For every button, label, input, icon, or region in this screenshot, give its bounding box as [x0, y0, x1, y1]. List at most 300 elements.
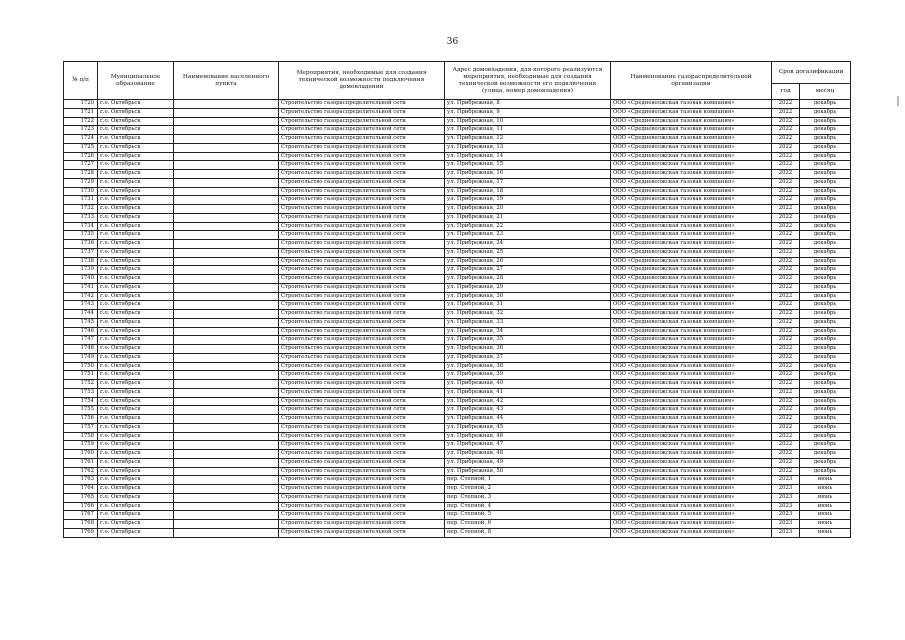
- row-address: ул. Прибрежная, 38: [445, 362, 611, 371]
- row-measure: Строительство газораспределительной сети: [279, 397, 445, 406]
- row-month: декабрь: [800, 170, 851, 179]
- row-month: декабрь: [800, 161, 851, 170]
- row-month: декабрь: [800, 432, 851, 441]
- row-municipality: г.о. Октябрьск: [98, 301, 174, 310]
- row-municipality: г.о. Октябрьск: [98, 467, 174, 476]
- table-header: [64, 62, 851, 100]
- row-settlement: [174, 178, 279, 187]
- row-month: июнь: [800, 528, 851, 537]
- row-num: 1740: [64, 275, 98, 284]
- table-row: [64, 493, 851, 502]
- row-num: 1730: [64, 187, 98, 196]
- row-measure: Строительство газораспределительной сети: [279, 231, 445, 240]
- row-month: декабрь: [800, 135, 851, 144]
- row-month: декабрь: [800, 108, 851, 117]
- table-row: [64, 240, 851, 249]
- row-municipality: г.о. Октябрьск: [98, 327, 174, 336]
- row-month: декабрь: [800, 318, 851, 327]
- row-month: декабрь: [800, 126, 851, 135]
- row-measure: Строительство газораспределительной сети: [279, 511, 445, 520]
- row-address: ул. Прибрежная, 29: [445, 283, 611, 292]
- row-address: ул. Прибрежная, 35: [445, 336, 611, 345]
- row-address: ул. Прибрежная, 17: [445, 178, 611, 187]
- row-settlement: [174, 371, 279, 380]
- row-num: 1728: [64, 170, 98, 179]
- row-month: декабрь: [800, 441, 851, 450]
- row-settlement: [174, 310, 279, 319]
- row-settlement: [174, 126, 279, 135]
- row-address: ул. Прибрежная, 46: [445, 432, 611, 441]
- row-month: декабрь: [800, 117, 851, 126]
- row-municipality: г.о. Октябрьск: [98, 152, 174, 161]
- row-municipality: г.о. Октябрьск: [98, 441, 174, 450]
- row-organization: ООО «Средневолжская газовая компания»: [611, 415, 772, 424]
- row-settlement: [174, 432, 279, 441]
- row-measure: Строительство газораспределительной сети: [279, 170, 445, 179]
- row-organization: ООО «Средневолжская газовая компания»: [611, 257, 772, 266]
- row-settlement: [174, 257, 279, 266]
- row-settlement: [174, 476, 279, 485]
- row-address: ул. Прибрежная, 48: [445, 450, 611, 459]
- table-row: [64, 222, 851, 231]
- row-settlement: [174, 511, 279, 520]
- row-municipality: г.о. Октябрьск: [98, 187, 174, 196]
- row-measure: Строительство газораспределительной сети: [279, 275, 445, 284]
- row-municipality: г.о. Октябрьск: [98, 318, 174, 327]
- row-address: пер. Степной, 2: [445, 485, 611, 494]
- row-organization: ООО «Средневолжская газовая компания»: [611, 170, 772, 179]
- row-measure: Строительство газораспределительной сети: [279, 135, 445, 144]
- row-measure: Строительство газораспределительной сети: [279, 301, 445, 310]
- row-month: декабрь: [800, 423, 851, 432]
- row-address: ул. Прибрежная, 36: [445, 345, 611, 354]
- row-address: ул. Прибрежная, 47: [445, 441, 611, 450]
- row-municipality: г.о. Октябрьск: [98, 485, 174, 494]
- row-year: 2023: [772, 476, 800, 485]
- row-month: июнь: [800, 511, 851, 520]
- row-address: ул. Прибрежная, 49: [445, 458, 611, 467]
- row-organization: ООО «Средневолжская газовая компания»: [611, 485, 772, 494]
- row-year: 2022: [772, 248, 800, 257]
- row-settlement: [174, 135, 279, 144]
- row-organization: ООО «Средневолжская газовая компания»: [611, 397, 772, 406]
- table-row: [64, 450, 851, 459]
- row-year: 2022: [772, 100, 800, 109]
- row-measure: Строительство газораспределительной сети: [279, 345, 445, 354]
- row-num: 1721: [64, 108, 98, 117]
- row-measure: Строительство газораспределительной сети: [279, 100, 445, 109]
- row-year: 2022: [772, 231, 800, 240]
- row-measure: Строительство газораспределительной сети: [279, 283, 445, 292]
- row-year: 2022: [772, 283, 800, 292]
- row-address: ул. Прибрежная, 30: [445, 292, 611, 301]
- row-municipality: г.о. Октябрьск: [98, 493, 174, 502]
- row-organization: ООО «Средневолжская газовая компания»: [611, 432, 772, 441]
- table-row: [64, 528, 851, 537]
- row-organization: ООО «Средневолжская газовая компания»: [611, 353, 772, 362]
- row-measure: Строительство газораспределительной сети: [279, 380, 445, 389]
- row-settlement: [174, 397, 279, 406]
- row-year: 2023: [772, 485, 800, 494]
- row-year: 2023: [772, 528, 800, 537]
- row-municipality: г.о. Октябрьск: [98, 213, 174, 222]
- row-organization: ООО «Средневолжская газовая компания»: [611, 458, 772, 467]
- row-year: 2022: [772, 178, 800, 187]
- row-month: декабрь: [800, 336, 851, 345]
- row-num: 1743: [64, 301, 98, 310]
- table-row: [64, 458, 851, 467]
- row-num: 1744: [64, 310, 98, 319]
- row-year: 2022: [772, 441, 800, 450]
- row-year: 2022: [772, 126, 800, 135]
- row-num: 1735: [64, 231, 98, 240]
- row-measure: Строительство газораспределительной сети: [279, 353, 445, 362]
- row-address: ул. Прибрежная, 43: [445, 406, 611, 415]
- row-month: декабрь: [800, 248, 851, 257]
- row-num: 1769: [64, 528, 98, 537]
- row-measure: Строительство газораспределительной сети: [279, 467, 445, 476]
- row-settlement: [174, 362, 279, 371]
- row-address: ул. Прибрежная, 32: [445, 310, 611, 319]
- table-row: [64, 353, 851, 362]
- row-month: июнь: [800, 485, 851, 494]
- row-measure: Строительство газораспределительной сети: [279, 362, 445, 371]
- row-year: 2022: [772, 345, 800, 354]
- row-settlement: [174, 450, 279, 459]
- row-num: 1757: [64, 423, 98, 432]
- table-body: [64, 100, 851, 538]
- row-year: 2022: [772, 397, 800, 406]
- table-row: [64, 511, 851, 520]
- table-row: [64, 441, 851, 450]
- row-measure: Строительство газораспределительной сети: [279, 196, 445, 205]
- row-organization: ООО «Средневолжская газовая компания»: [611, 380, 772, 389]
- row-organization: ООО «Средневолжская газовая компания»: [611, 406, 772, 415]
- row-organization: ООО «Средневолжская газовая компания»: [611, 126, 772, 135]
- row-num: 1737: [64, 248, 98, 257]
- row-settlement: [174, 143, 279, 152]
- header-measures: Мероприятия, необходимые для создания технической возможности подключения домовладений: [279, 62, 445, 100]
- row-year: 2022: [772, 161, 800, 170]
- row-num: 1738: [64, 257, 98, 266]
- row-address: пер. Степной, 5: [445, 511, 611, 520]
- row-municipality: г.о. Октябрьск: [98, 126, 174, 135]
- row-year: 2022: [772, 266, 800, 275]
- row-settlement: [174, 388, 279, 397]
- row-organization: ООО «Средневолжская газовая компания»: [611, 117, 772, 126]
- row-settlement: [174, 441, 279, 450]
- row-municipality: г.о. Октябрьск: [98, 371, 174, 380]
- row-year: 2022: [772, 458, 800, 467]
- row-settlement: [174, 152, 279, 161]
- row-num: 1720: [64, 100, 98, 109]
- row-num: 1726: [64, 152, 98, 161]
- row-year: 2022: [772, 205, 800, 214]
- row-num: 1754: [64, 397, 98, 406]
- table-row: [64, 327, 851, 336]
- row-year: 2022: [772, 187, 800, 196]
- row-month: декабрь: [800, 196, 851, 205]
- row-year: 2022: [772, 170, 800, 179]
- row-num: 1761: [64, 458, 98, 467]
- row-month: декабрь: [800, 345, 851, 354]
- row-organization: ООО «Средневолжская газовая компания»: [611, 152, 772, 161]
- row-organization: ООО «Средневолжская газовая компания»: [611, 205, 772, 214]
- row-year: 2022: [772, 432, 800, 441]
- row-month: декабрь: [800, 213, 851, 222]
- row-municipality: г.о. Октябрьск: [98, 257, 174, 266]
- table-row: [64, 336, 851, 345]
- table-row: [64, 432, 851, 441]
- row-address: ул. Прибрежная, 15: [445, 161, 611, 170]
- row-municipality: г.о. Октябрьск: [98, 502, 174, 511]
- row-organization: ООО «Средневолжская газовая компания»: [611, 450, 772, 459]
- gasification-table: [63, 61, 851, 538]
- row-measure: Строительство газораспределительной сети: [279, 213, 445, 222]
- row-address: ул. Прибрежная, 16: [445, 170, 611, 179]
- row-year: 2023: [772, 493, 800, 502]
- row-measure: Строительство газораспределительной сети: [279, 432, 445, 441]
- table-row: [64, 257, 851, 266]
- row-month: декабрь: [800, 257, 851, 266]
- table-row: [64, 205, 851, 214]
- row-year: 2022: [772, 196, 800, 205]
- row-num: 1758: [64, 432, 98, 441]
- row-measure: Строительство газораспределительной сети: [279, 187, 445, 196]
- row-organization: ООО «Средневолжская газовая компания»: [611, 336, 772, 345]
- row-measure: Строительство газораспределительной сети: [279, 502, 445, 511]
- row-address: ул. Прибрежная, 11: [445, 126, 611, 135]
- row-settlement: [174, 406, 279, 415]
- row-settlement: [174, 283, 279, 292]
- row-num: 1760: [64, 450, 98, 459]
- row-organization: ООО «Средневолжская газовая компания»: [611, 493, 772, 502]
- row-num: 1765: [64, 493, 98, 502]
- table-row: [64, 485, 851, 494]
- row-organization: ООО «Средневолжская газовая компания»: [611, 371, 772, 380]
- row-municipality: г.о. Октябрьск: [98, 196, 174, 205]
- row-settlement: [174, 240, 279, 249]
- row-address: ул. Прибрежная, 40: [445, 380, 611, 389]
- row-municipality: г.о. Октябрьск: [98, 511, 174, 520]
- row-month: декабрь: [800, 327, 851, 336]
- row-settlement: [174, 467, 279, 476]
- row-year: 2023: [772, 502, 800, 511]
- row-measure: Строительство газораспределительной сети: [279, 388, 445, 397]
- row-year: 2022: [772, 318, 800, 327]
- table-row: [64, 100, 851, 109]
- row-municipality: г.о. Октябрьск: [98, 423, 174, 432]
- row-settlement: [174, 248, 279, 257]
- row-settlement: [174, 187, 279, 196]
- row-month: декабрь: [800, 240, 851, 249]
- row-settlement: [174, 222, 279, 231]
- row-measure: Строительство газораспределительной сети: [279, 458, 445, 467]
- row-organization: ООО «Средневолжская газовая компания»: [611, 178, 772, 187]
- row-organization: ООО «Средневолжская газовая компания»: [611, 388, 772, 397]
- table-row: [64, 248, 851, 257]
- row-address: пер. Степной, 6: [445, 520, 611, 529]
- row-num: 1731: [64, 196, 98, 205]
- row-address: ул. Прибрежная, 9: [445, 108, 611, 117]
- row-settlement: [174, 336, 279, 345]
- table-row: [64, 362, 851, 371]
- row-num: 1764: [64, 485, 98, 494]
- row-municipality: г.о. Октябрьск: [98, 345, 174, 354]
- table-row: [64, 213, 851, 222]
- row-municipality: г.о. Октябрьск: [98, 108, 174, 117]
- row-measure: Строительство газораспределительной сети: [279, 441, 445, 450]
- row-municipality: г.о. Октябрьск: [98, 117, 174, 126]
- table-row: [64, 380, 851, 389]
- row-year: 2022: [772, 143, 800, 152]
- row-measure: Строительство газораспределительной сети: [279, 493, 445, 502]
- row-address: ул. Прибрежная, 45: [445, 423, 611, 432]
- table-row: [64, 135, 851, 144]
- row-measure: Строительство газораспределительной сети: [279, 318, 445, 327]
- row-month: июнь: [800, 493, 851, 502]
- header-num: № п/п: [64, 62, 98, 100]
- row-month: декабрь: [800, 397, 851, 406]
- row-measure: Строительство газораспределительной сети: [279, 161, 445, 170]
- row-num: 1762: [64, 467, 98, 476]
- row-municipality: г.о. Октябрьск: [98, 248, 174, 257]
- row-municipality: г.о. Октябрьск: [98, 415, 174, 424]
- table-row: [64, 292, 851, 301]
- table-row: [64, 266, 851, 275]
- row-settlement: [174, 318, 279, 327]
- row-measure: Строительство газораспределительной сети: [279, 152, 445, 161]
- row-month: декабрь: [800, 371, 851, 380]
- row-address: ул. Прибрежная, 22: [445, 222, 611, 231]
- row-organization: ООО «Средневолжская газовая компания»: [611, 301, 772, 310]
- row-municipality: г.о. Октябрьск: [98, 476, 174, 485]
- table-row: [64, 345, 851, 354]
- row-measure: Строительство газораспределительной сети: [279, 310, 445, 319]
- row-num: 1745: [64, 318, 98, 327]
- row-municipality: г.о. Октябрьск: [98, 336, 174, 345]
- row-address: ул. Прибрежная, 24: [445, 240, 611, 249]
- row-organization: ООО «Средневолжская газовая компания»: [611, 362, 772, 371]
- row-municipality: г.о. Октябрьск: [98, 143, 174, 152]
- row-month: декабрь: [800, 380, 851, 389]
- row-measure: Строительство газораспределительной сети: [279, 126, 445, 135]
- row-organization: ООО «Средневолжская газовая компания»: [611, 467, 772, 476]
- table-row: [64, 467, 851, 476]
- header-address: Адрес домовладения, для которого реализуются мероприятия, необходимые для создания технической возможности его подключения (улица, номер домовладения): [445, 62, 611, 100]
- row-address: ул. Прибрежная, 19: [445, 196, 611, 205]
- row-year: 2022: [772, 301, 800, 310]
- row-num: 1736: [64, 240, 98, 249]
- row-municipality: г.о. Октябрьск: [98, 283, 174, 292]
- table-row: [64, 283, 851, 292]
- row-organization: ООО «Средневолжская газовая компания»: [611, 327, 772, 336]
- row-year: 2022: [772, 406, 800, 415]
- row-organization: ООО «Средневолжская газовая компания»: [611, 310, 772, 319]
- row-measure: Строительство газораспределительной сети: [279, 476, 445, 485]
- row-year: 2022: [772, 108, 800, 117]
- row-organization: ООО «Средневолжская газовая компания»: [611, 248, 772, 257]
- row-municipality: г.о. Октябрьск: [98, 231, 174, 240]
- row-year: 2022: [772, 257, 800, 266]
- row-address: ул. Прибрежная, 8: [445, 100, 611, 109]
- row-settlement: [174, 161, 279, 170]
- row-month: декабрь: [800, 292, 851, 301]
- row-address: ул. Прибрежная, 44: [445, 415, 611, 424]
- row-num: 1746: [64, 327, 98, 336]
- row-settlement: [174, 292, 279, 301]
- row-month: декабрь: [800, 266, 851, 275]
- row-organization: ООО «Средневолжская газовая компания»: [611, 520, 772, 529]
- row-organization: ООО «Средневолжская газовая компания»: [611, 213, 772, 222]
- row-settlement: [174, 423, 279, 432]
- row-address: ул. Прибрежная, 18: [445, 187, 611, 196]
- row-organization: ООО «Средневолжская газовая компания»: [611, 100, 772, 109]
- table-row: [64, 301, 851, 310]
- row-address: ул. Прибрежная, 20: [445, 205, 611, 214]
- row-settlement: [174, 528, 279, 537]
- row-num: 1733: [64, 213, 98, 222]
- row-address: пер. Степной, 8: [445, 528, 611, 537]
- table-row: [64, 476, 851, 485]
- row-settlement: [174, 485, 279, 494]
- row-num: 1766: [64, 502, 98, 511]
- row-settlement: [174, 196, 279, 205]
- row-municipality: г.о. Октябрьск: [98, 520, 174, 529]
- row-num: 1727: [64, 161, 98, 170]
- table-row: [64, 423, 851, 432]
- row-month: декабрь: [800, 275, 851, 284]
- header-org: Наименование газораспределительной организации: [611, 62, 772, 100]
- row-month: декабрь: [800, 467, 851, 476]
- table-row: [64, 371, 851, 380]
- row-num: 1739: [64, 266, 98, 275]
- row-settlement: [174, 415, 279, 424]
- row-num: 1722: [64, 117, 98, 126]
- row-measure: Строительство газораспределительной сети: [279, 178, 445, 187]
- row-municipality: г.о. Октябрьск: [98, 362, 174, 371]
- row-month: декабрь: [800, 301, 851, 310]
- row-municipality: г.о. Октябрьск: [98, 406, 174, 415]
- row-month: декабрь: [800, 100, 851, 109]
- row-measure: Строительство газораспределительной сети: [279, 205, 445, 214]
- row-organization: ООО «Средневолжская газовая компания»: [611, 283, 772, 292]
- row-address: ул. Прибрежная, 10: [445, 117, 611, 126]
- row-municipality: г.о. Октябрьск: [98, 178, 174, 187]
- table-row: [64, 117, 851, 126]
- row-month: декабрь: [800, 283, 851, 292]
- row-measure: Строительство газораспределительной сети: [279, 450, 445, 459]
- row-address: ул. Прибрежная, 34: [445, 327, 611, 336]
- row-organization: ООО «Средневолжская газовая компания»: [611, 135, 772, 144]
- table-row: [64, 275, 851, 284]
- row-address: ул. Прибрежная, 23: [445, 231, 611, 240]
- row-measure: Строительство газораспределительной сети: [279, 371, 445, 380]
- header-year: год: [772, 84, 800, 100]
- row-organization: ООО «Средневолжская газовая компания»: [611, 231, 772, 240]
- row-year: 2022: [772, 240, 800, 249]
- row-year: 2022: [772, 415, 800, 424]
- row-month: декабрь: [800, 143, 851, 152]
- table-row: [64, 318, 851, 327]
- row-organization: ООО «Средневолжская газовая компания»: [611, 511, 772, 520]
- row-municipality: г.о. Октябрьск: [98, 397, 174, 406]
- row-month: декабрь: [800, 152, 851, 161]
- row-num: 1732: [64, 205, 98, 214]
- row-municipality: г.о. Октябрьск: [98, 170, 174, 179]
- row-year: 2022: [772, 353, 800, 362]
- row-measure: Строительство газораспределительной сети: [279, 248, 445, 257]
